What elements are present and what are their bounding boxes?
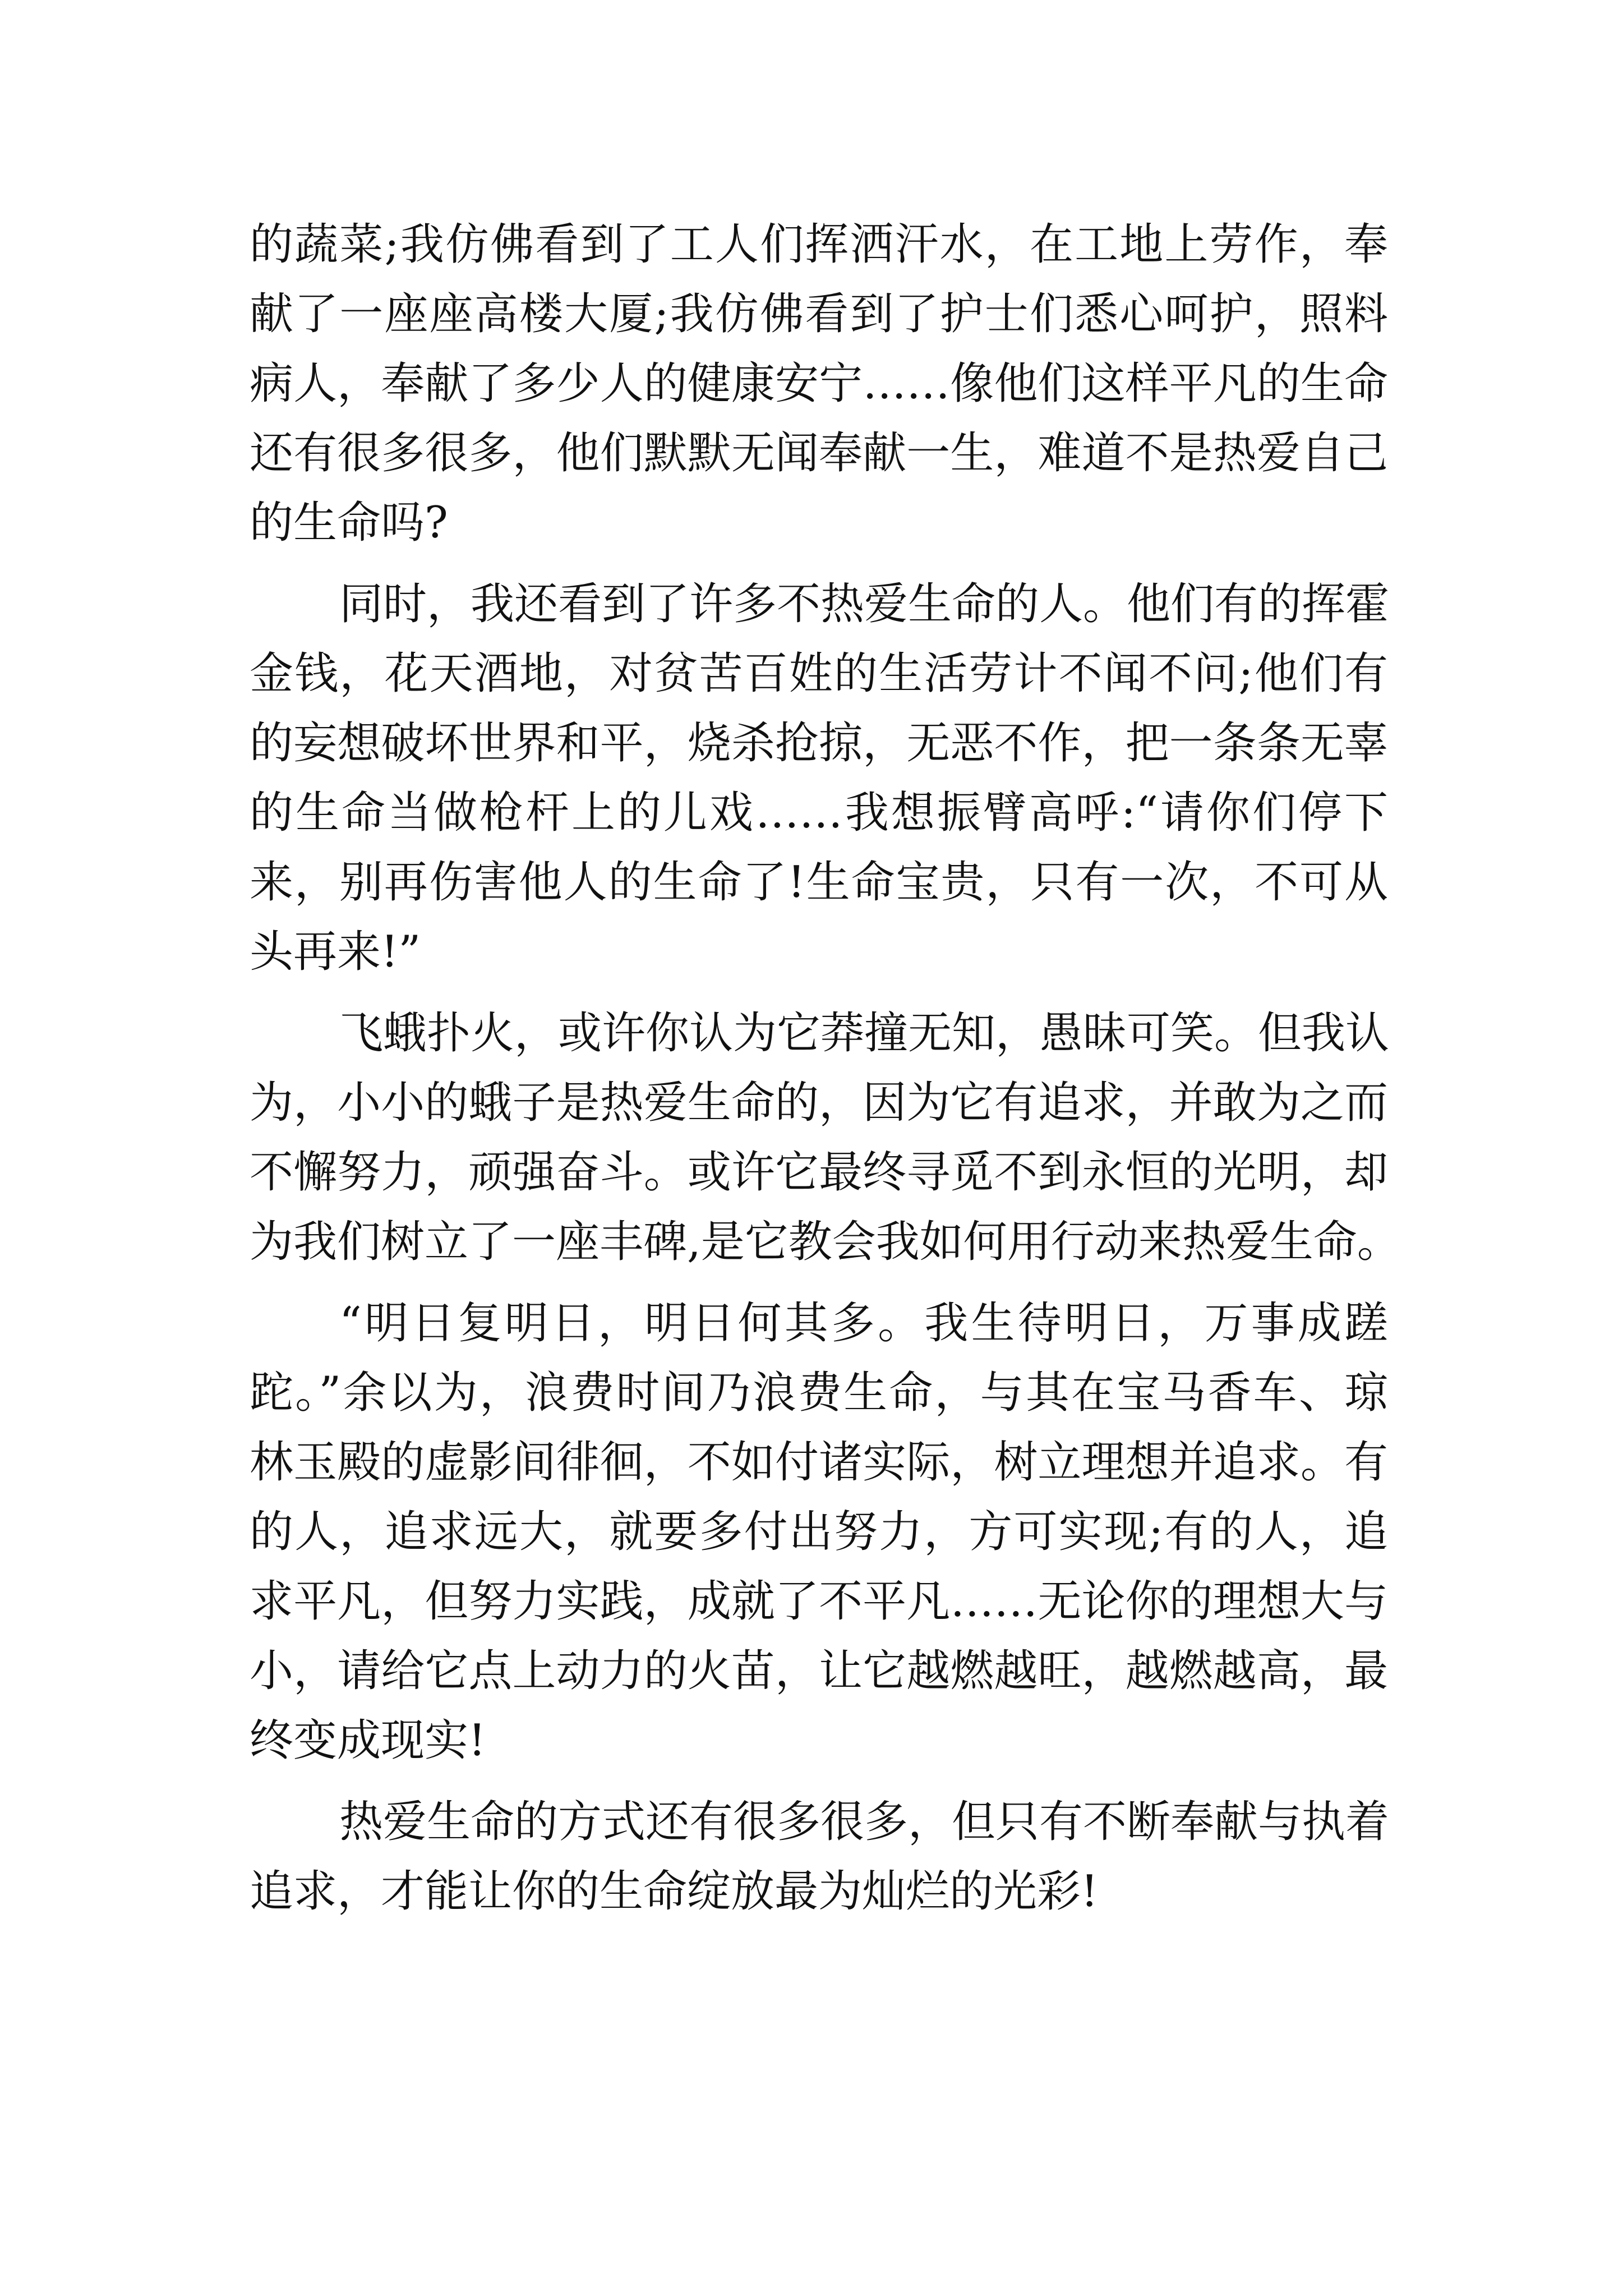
text-line: 同时，我还看到了许多不热爱生命的人。他们有的挥霍 (339, 579, 1390, 629)
text-line: 的生命吗? (250, 498, 448, 548)
text-line: 的人，追求远大，就要多付出努力，方可实现;有的人，追 (250, 1507, 1388, 1557)
text-line: 追求，才能让你的生命绽放最为灿烂的光彩! (250, 1866, 1099, 1917)
text-line: 的生命当做枪杆上的儿戏……我想振臂高呼:“请你们停下 (250, 788, 1388, 838)
text-line: 还有很多很多，他们默默无闻奉献一生，难道不是热爱自己 (250, 428, 1388, 478)
text-line: 金钱，花天酒地，对贫苦百姓的生活劳计不闻不问;他们有 (250, 648, 1388, 699)
text-line: 飞蛾扑火，或许你认为它莽撞无知，愚昧可笑。但我认 (339, 1008, 1390, 1059)
text-line: 热爱生命的方式还有很多很多，但只有不断奉献与执着 (339, 1797, 1390, 1847)
text-line: 不懈努力，顽强奋斗。或许它最终寻觅不到永恒的光明，却 (250, 1147, 1388, 1198)
text-line: 的蔬菜;我仿佛看到了工人们挥洒汗水，在工地上劳作，奉 (250, 219, 1388, 270)
paragraph-gap (250, 1277, 1388, 1289)
paragraph-gap (250, 558, 1388, 569)
text-line: 为我们树立了一座丰碑,是它教会我如何用行动来热爱生命。 (250, 1217, 1401, 1267)
text-line: “明日复明日，明日何其多。我生待明日，万事成蹉 (339, 1298, 1388, 1349)
text-line: 为，小小的蛾子是热爱生命的，因为它有追求，并敢为之而 (250, 1078, 1388, 1128)
text-line: 终变成现实! (250, 1715, 486, 1766)
paragraph-gap (250, 987, 1388, 999)
text-line: 的妄想破坏世界和平，烧杀抢掠，无恶不作，把一条条无辜 (250, 718, 1388, 769)
text-line: 求平凡，但努力实践，成就了不平凡……无论你的理想大与 (250, 1576, 1388, 1627)
text-line: 小，请给它点上动力的火苗，让它越燃越旺，越燃越高，最 (250, 1646, 1388, 1696)
text-line: 林玉殿的虚影间徘徊，不如付诸实际，树立理想并追求。有 (250, 1437, 1388, 1488)
paragraph-gap (250, 1775, 1388, 1787)
body-text (250, 210, 1401, 1926)
text-line: 头再来!” (250, 927, 421, 977)
text-line: 献了一座座高楼大厦;我仿佛看到了护士们悉心呵护，照料 (250, 289, 1388, 339)
text-line: 跎。”余以为，浪费时间乃浪费生命，与其在宝马香车、琼 (250, 1368, 1388, 1418)
text-line: 来，别再伤害他人的生命了!生命宝贵，只有一次，不可从 (250, 857, 1388, 908)
text-line: 病人，奉献了多少人的健康安宁……像他们这样平凡的生命 (250, 358, 1388, 409)
